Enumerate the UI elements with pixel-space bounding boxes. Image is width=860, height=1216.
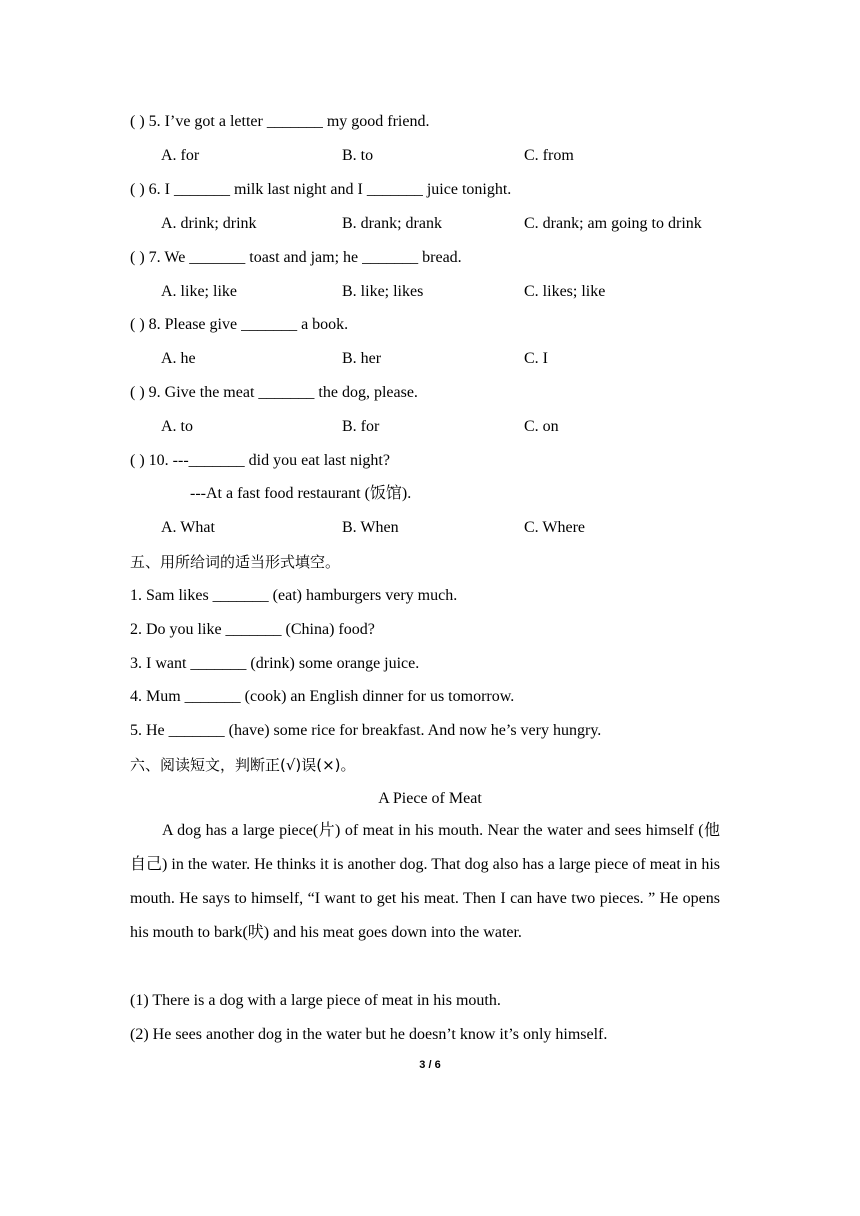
option-c: C. Where bbox=[524, 519, 586, 536]
question-stem: ( ) 7. We _______ toast and jam; he _______ bread. bbox=[130, 249, 462, 266]
question-stem: ( ) 9. Give the meat _______ the dog, please. bbox=[130, 384, 418, 401]
option-c: C. likes; like bbox=[524, 283, 606, 300]
passage-text bbox=[130, 814, 720, 950]
option-a: A. he bbox=[161, 350, 196, 367]
option-a: A. for bbox=[161, 147, 200, 164]
option-c: C. I bbox=[524, 350, 548, 367]
fill-blank-item: 3. I want _______ (drink) some orange juice. bbox=[130, 655, 420, 672]
fill-blank-item: 5. He _______ (have) some rice for breakfast. And now he’s very hungry. bbox=[130, 722, 602, 739]
option-b: B. to bbox=[342, 147, 374, 164]
option-b: B. drank; drank bbox=[342, 215, 442, 232]
fill-blank-item: 1. Sam likes _______ (eat) hamburgers very much. bbox=[130, 587, 458, 604]
option-b: B. When bbox=[342, 519, 399, 536]
question-stem: ( ) 10. ---_______ did you eat last night? bbox=[130, 452, 390, 469]
statement-item: (2) He sees another dog in the water but he doesn’t know it’s only himself. bbox=[130, 1026, 608, 1043]
option-c: C. from bbox=[524, 147, 574, 164]
fill-blank-item: 4. Mum _______ (cook) an English dinner for us tomorrow. bbox=[130, 688, 515, 705]
page-number: 3 / 6 bbox=[419, 1059, 441, 1071]
option-c: C. drank; am going to drink bbox=[524, 215, 702, 232]
question-stem-answer: ---At a fast food restaurant (饭馆). bbox=[190, 485, 412, 502]
question-stem: ( ) 5. I’ve got a letter _______ my good friend. bbox=[130, 113, 430, 130]
passage-title: A Piece of Meat bbox=[378, 790, 482, 807]
section-heading: 六、阅读短文，判断正(√)误(×)。 bbox=[130, 756, 356, 774]
option-b: B. her bbox=[342, 350, 382, 367]
question-stem: ( ) 8. Please give _______ a book. bbox=[130, 316, 349, 333]
option-c: C. on bbox=[524, 418, 559, 435]
passage-body: A dog has a large piece(片) of meat in his mouth. Near the water and sees himself (他自己) in the water. He thinks it is another dog. That dog also has a large piece of meat in his mouth. He says to himself, “I want to get his meat. Then I can have two pieces. ” He opens his mouth to bark(吠) and his meat goes down into the water. bbox=[130, 822, 720, 941]
option-a: A. What bbox=[161, 519, 215, 536]
option-b: B. like; likes bbox=[342, 283, 424, 300]
option-a: A. drink; drink bbox=[161, 215, 257, 232]
question-stem: ( ) 6. I _______ milk last night and I _______ juice tonight. bbox=[130, 181, 512, 198]
option-b: B. for bbox=[342, 418, 380, 435]
statement-item: (1) There is a dog with a large piece of meat in his mouth. bbox=[130, 992, 501, 1009]
fill-blank-item: 2. Do you like _______ (China) food? bbox=[130, 621, 375, 638]
option-a: A. to bbox=[161, 418, 193, 435]
option-a: A. like; like bbox=[161, 283, 237, 300]
section-heading: 五、用所给词的适当形式填空。 bbox=[130, 553, 341, 571]
